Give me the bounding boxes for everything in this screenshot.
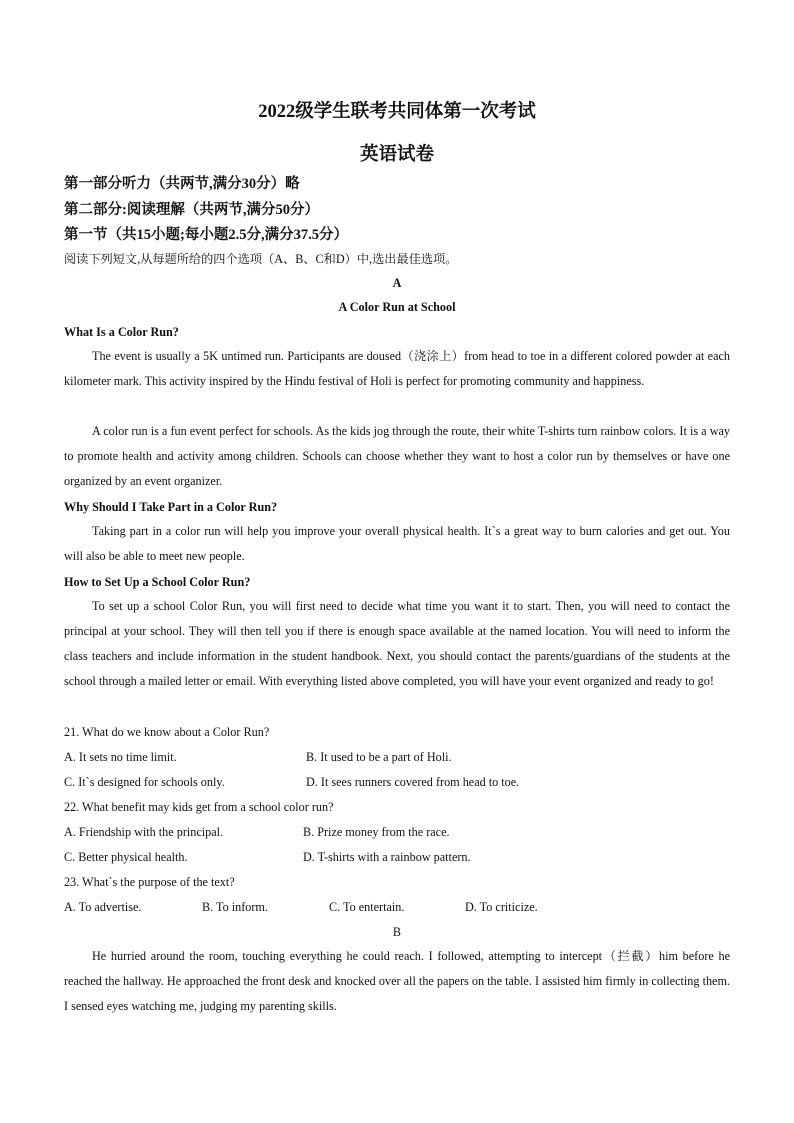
question-21: 21. What do we know about a Color Run?	[64, 725, 270, 739]
question-22-option-c: C. Better physical health.	[64, 850, 188, 864]
passage-a-paragraph-4: To set up a school Color Run, you will first need to decide what time you want it to start. Then, you will need to contact the principal at your school. They will then tell you if there is enough space available at the named location. You will need to inform the class teachers and include information in the student handbook. Next, you should contact the parents/guardians of the students at the school through a mailed letter or email. With everything listed above completed, you will have your event organized and ready to go!	[64, 599, 730, 688]
passage-b-paragraph-1: He hurried around the room, touching everything he could reach. I followed, attempting to intercept（拦截）him before he reached the hallway. He approached the front desk and knocked over all the papers on the table. I assisted him firmly in collecting them. I sensed eyes watching me, judging my parenting skills.	[64, 949, 730, 1013]
question-21-option-b: B. It used to be a part of Holi.	[306, 750, 452, 764]
question-23-option-c: C. To entertain.	[329, 900, 405, 914]
passage-a-heading-2: Why Should I Take Part in a Color Run?	[64, 500, 278, 514]
question-21-option-c: C. It`s designed for schools only.	[64, 775, 225, 789]
part2-heading: 第二部分:阅读理解（共两节,满分50分）	[64, 202, 319, 218]
question-23-option-d: D. To criticize.	[465, 900, 538, 914]
exam-subtitle: 英语试卷	[359, 145, 434, 165]
section1-heading: 第一节（共15小题;每小题2.5分,满分37.5分）	[64, 227, 348, 243]
question-21-option-d: D. It sees runners covered from head to toe.	[306, 775, 520, 789]
question-21-option-a: A. It sets no time limit.	[64, 750, 177, 764]
passage-a-heading-1: What Is a Color Run?	[64, 325, 179, 339]
passage-a-paragraph-2: A color run is a fun event perfect for schools. As the kids jog through the route, their white T-shirts turn rainbow colors. It is a way to promote health and activity among children. Schools can choose whether they want to host a color run by themselves or have one organized by an event organizer.	[64, 424, 730, 488]
passage-b-letter: B	[392, 925, 402, 939]
question-22-option-a: A. Friendship with the principal.	[64, 825, 224, 839]
question-22-option-d: D. T-shirts with a rainbow pattern.	[303, 850, 471, 864]
passage-a-paragraph-3: Taking part in a color run will help you improve your overall physical health. It`s a great way to burn calories and get out. You will also be able to meet new people.	[64, 524, 730, 563]
passage-a-paragraph-1: The event is usually a 5K untimed run. Participants are doused（浇涂上）from head to toe in a different colored powder at each kilometer mark. This activity inspired by the Hindu festival of Holi is perfect for promoting community and happiness.	[64, 349, 730, 388]
passage-a-heading-3: How to Set Up a School Color Run?	[64, 575, 251, 589]
question-23-option-a: A. To advertise.	[64, 900, 142, 914]
passage-a-letter: A	[392, 276, 402, 290]
question-23-option-b: B. To inform.	[202, 900, 268, 914]
question-23: 23. What`s the purpose of the text?	[64, 875, 235, 889]
question-22: 22. What benefit may kids get from a school color run?	[64, 800, 334, 814]
question-22-option-b: B. Prize money from the race.	[303, 825, 450, 839]
exam-title: 2022级学生联考共同体第一次考试	[258, 102, 536, 122]
part1-heading: 第一部分听力（共两节,满分30分）略	[64, 176, 300, 192]
instruction-text: 阅读下列短文,从每题所给的四个选项（A、B、C和D）中,选出最佳选项。	[64, 252, 458, 266]
passage-a-title: A Color Run at School	[338, 300, 456, 314]
